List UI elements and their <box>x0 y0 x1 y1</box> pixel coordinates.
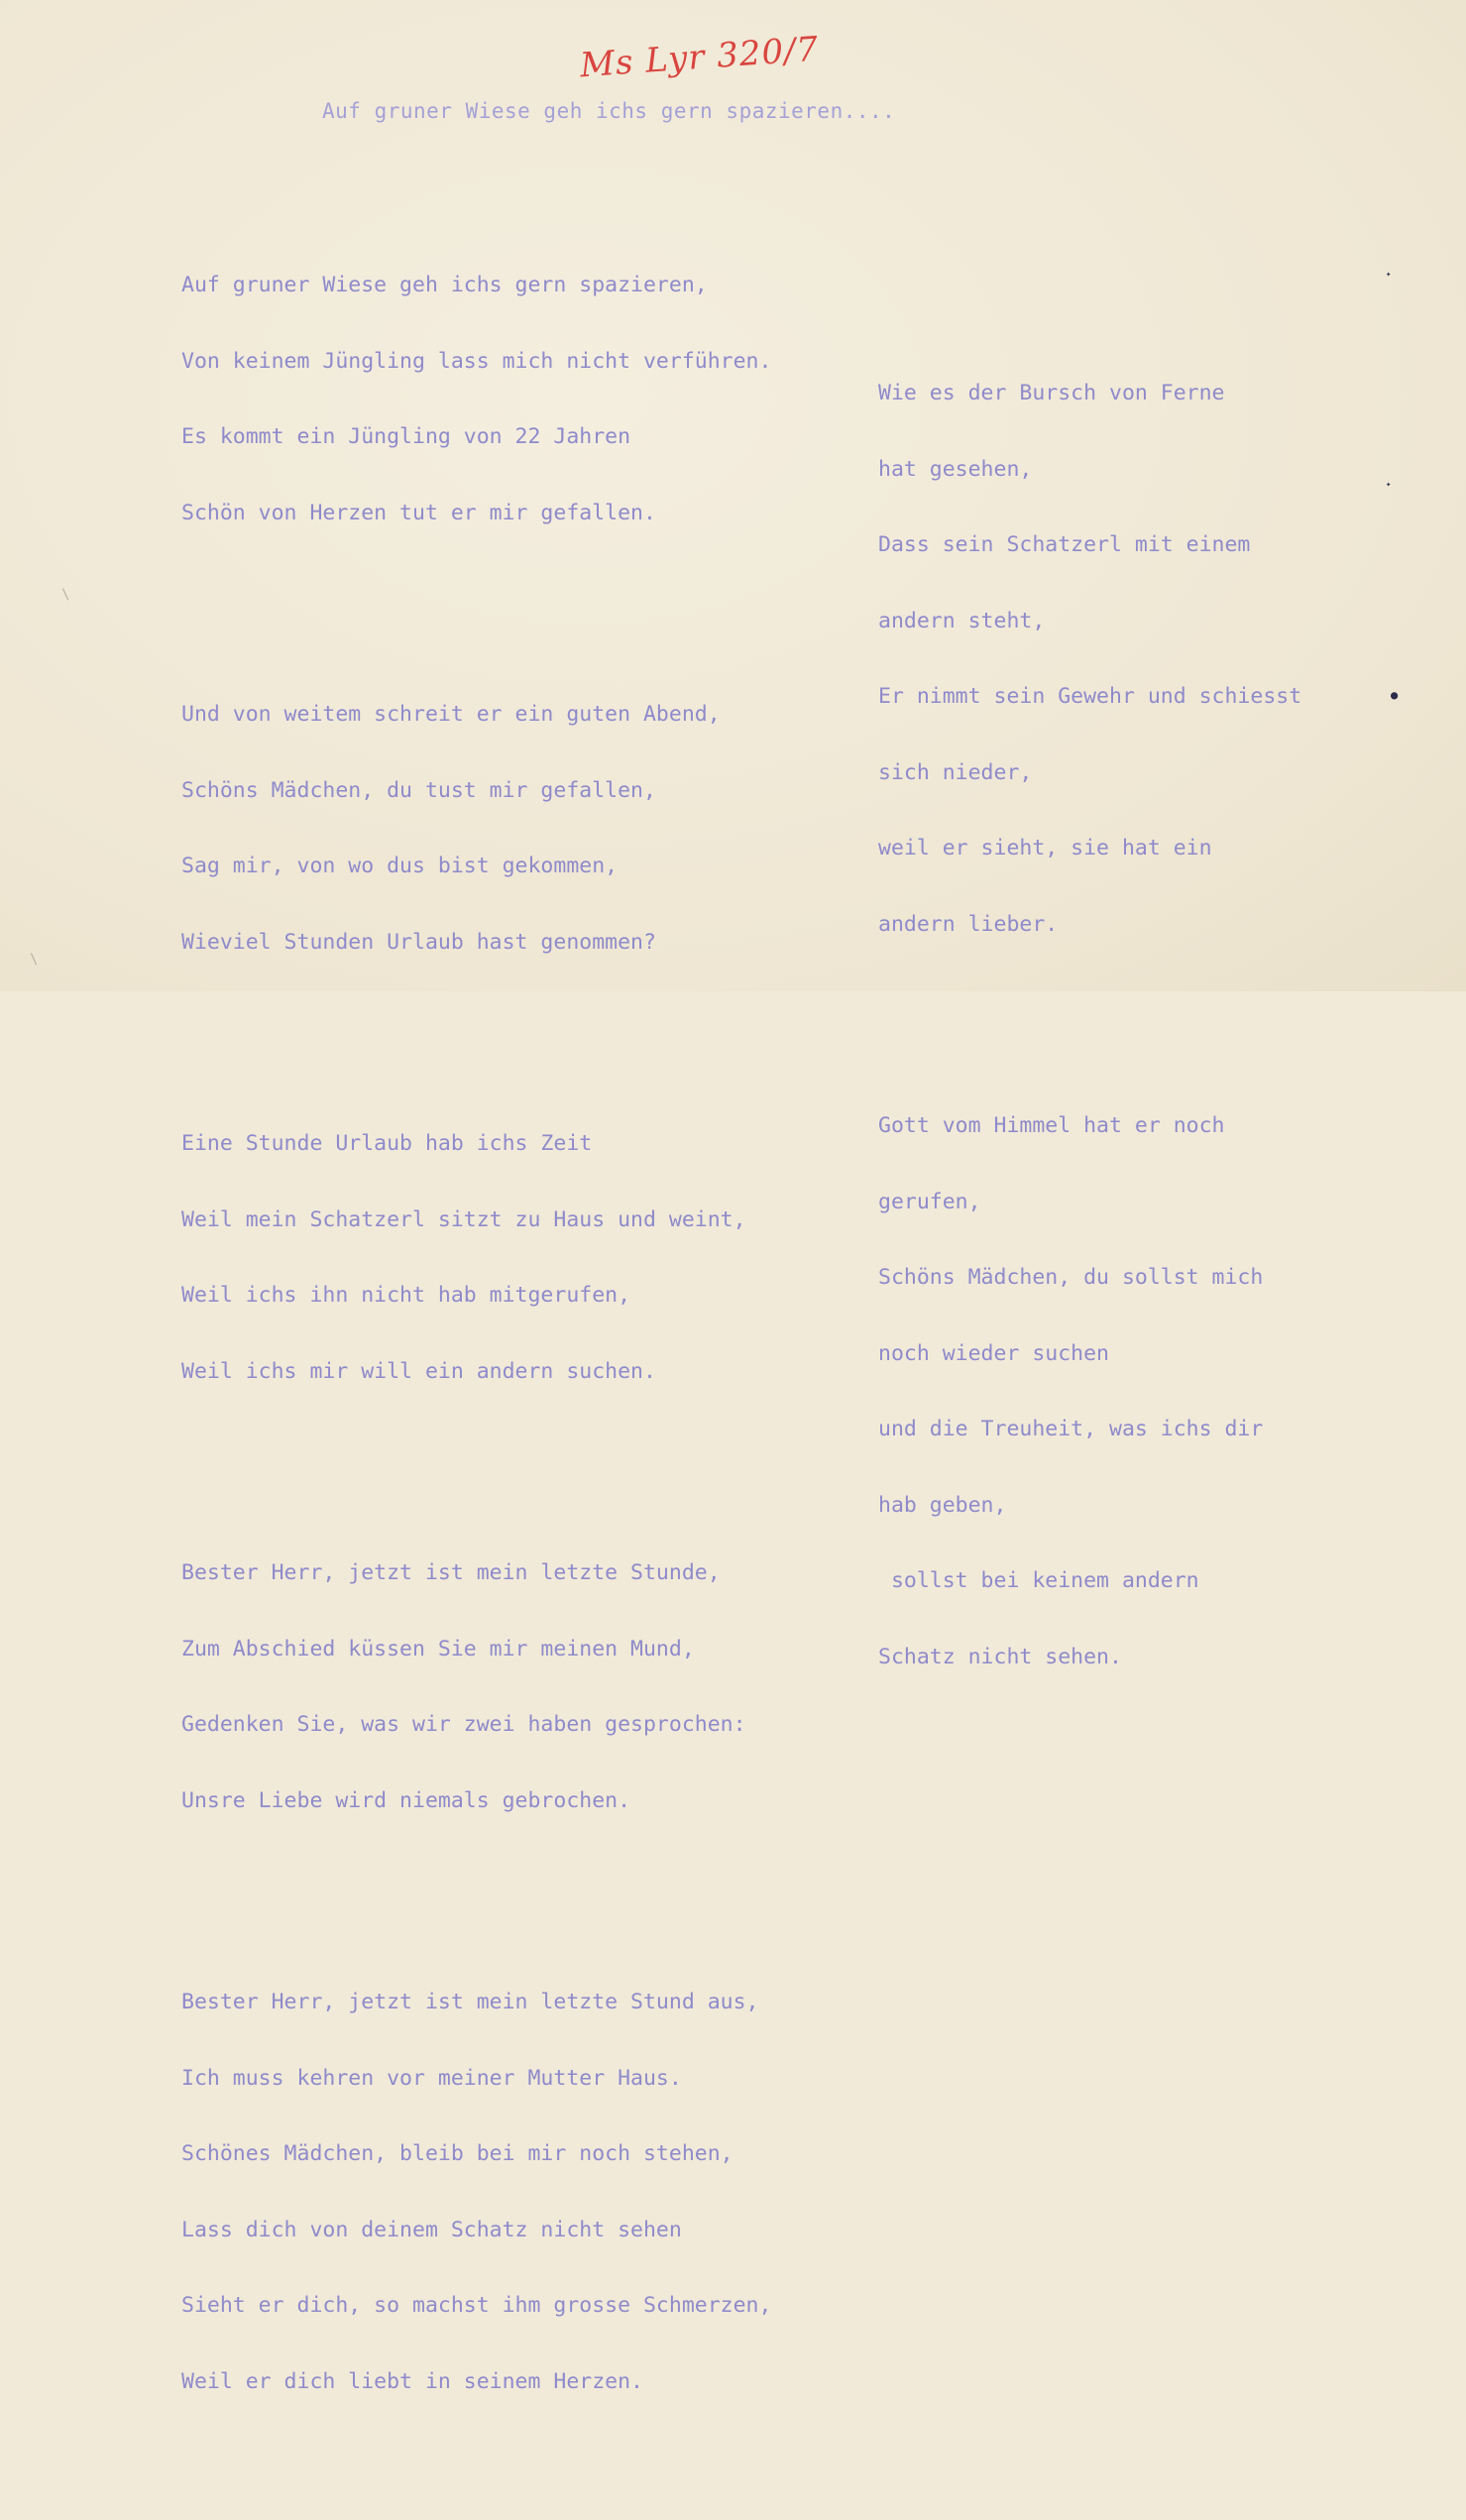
verse-line: gerufen, <box>878 1189 981 1214</box>
verse-line: noch wieder suchen <box>878 1340 1109 1366</box>
shelfmark-annotation: Ms Lyr 320/7 <box>578 29 821 86</box>
verse-line: Ich muss kehren vor meiner Mutter Haus. <box>181 2065 682 2091</box>
verse-line: sich nieder, <box>878 759 1033 785</box>
verse-line: Sieht er dich, so machst ihm grosse Schmerzen, <box>181 2293 772 2318</box>
stanza <box>878 1063 1301 1720</box>
verse-line: Und von weitem schreit er ein guten Abend, <box>181 702 721 727</box>
verse-line: Unsre Liebe wird niemals gebrochen. <box>181 1787 631 1813</box>
verse-line: Er nimmt sein Gewehr und schiesst <box>878 684 1302 709</box>
stanza <box>181 651 771 1005</box>
verse-line: hat gesehen, <box>878 456 1033 482</box>
verse-line: Dass sein Schatzerl mit einem <box>878 532 1251 557</box>
verse-line: Schöns Mädchen, du sollst mich <box>878 1265 1264 1290</box>
page-title: Auf gruner Wiese geh ichs gern spazieren.... <box>322 99 896 123</box>
verse-line: Bester Herr, jetzt ist mein letzte Stund aus, <box>181 1990 759 2014</box>
stanza <box>181 1510 771 1864</box>
verse-line: Gott vom Himmel hat er noch <box>878 1113 1225 1138</box>
verse-line: Schatz nicht sehen. <box>878 1644 1122 1669</box>
verse-line: Weil ichs ihn nicht hab mitgerufen, <box>181 1283 631 1308</box>
verse-line: Weil ichs mir will ein andern suchen. <box>181 1358 656 1384</box>
verse-line: Auf gruner Wiese geh ichs gern spazieren, <box>181 273 708 297</box>
poem-left-column <box>181 172 771 2520</box>
poem-right-column <box>878 280 1301 1795</box>
verse-line: andern steht, <box>878 608 1046 633</box>
verse-line: Sag mir, von wo dus bist gekommen, <box>181 854 619 878</box>
verse-line: Weil mein Schatzerl sitzt zu Haus und weint, <box>181 1206 746 1232</box>
verse-line: Schönes Mädchen, bleib bei mir noch stehen, <box>181 2141 733 2166</box>
stanza <box>181 1081 771 1434</box>
verse-line: sollst bei keinem andern <box>878 1568 1199 1593</box>
verse-line: und die Treuheit, was ichs dir <box>878 1417 1264 1441</box>
verse-line: Schöns Mädchen, du tust mir gefallen, <box>181 777 656 803</box>
stanza <box>181 222 771 576</box>
verse-line: hab geben, <box>878 1492 1007 1518</box>
verse-line: Gedenken Sie, was wir zwei haben gesprochen: <box>181 1712 746 1737</box>
paper-edge-mark: \ <box>61 587 70 603</box>
stanza <box>878 330 1301 987</box>
verse-line: Wie es der Bursch von Ferne <box>878 381 1225 405</box>
verse-line: Wieviel Stunden Urlaub hast genommen? <box>181 929 656 955</box>
verse-line: andern lieber. <box>878 911 1059 937</box>
verse-line: Bester Herr, jetzt ist mein letzte Stunde, <box>181 1560 721 1585</box>
verse-line: Von keinem Jüngling lass mich nicht verführen. <box>181 348 772 374</box>
ink-dot-mark: ● <box>1391 688 1399 702</box>
verse-line: Eine Stunde Urlaub hab ichs Zeit <box>181 1131 593 1156</box>
stanza <box>181 1939 771 2445</box>
verse-line: Zum Abschied küssen Sie mir meinen Mund, <box>181 1636 695 1661</box>
verse-line: Schön von Herzen tut er mir gefallen. <box>181 500 656 525</box>
paper-edge-mark: \ <box>30 952 39 968</box>
verse-line: Es kommt ein Jüngling von 22 Jahren <box>181 424 631 449</box>
verse-line: weil er sieht, sie hat ein <box>878 836 1212 860</box>
verse-line: Lass dich von deinem Schatz nicht sehen <box>181 2217 682 2242</box>
verse-line: Weil er dich liebt in seinem Herzen. <box>181 2368 643 2394</box>
ink-dot-mark: ✦ <box>1386 480 1392 490</box>
ink-dot-mark: ✦ <box>1386 270 1392 280</box>
